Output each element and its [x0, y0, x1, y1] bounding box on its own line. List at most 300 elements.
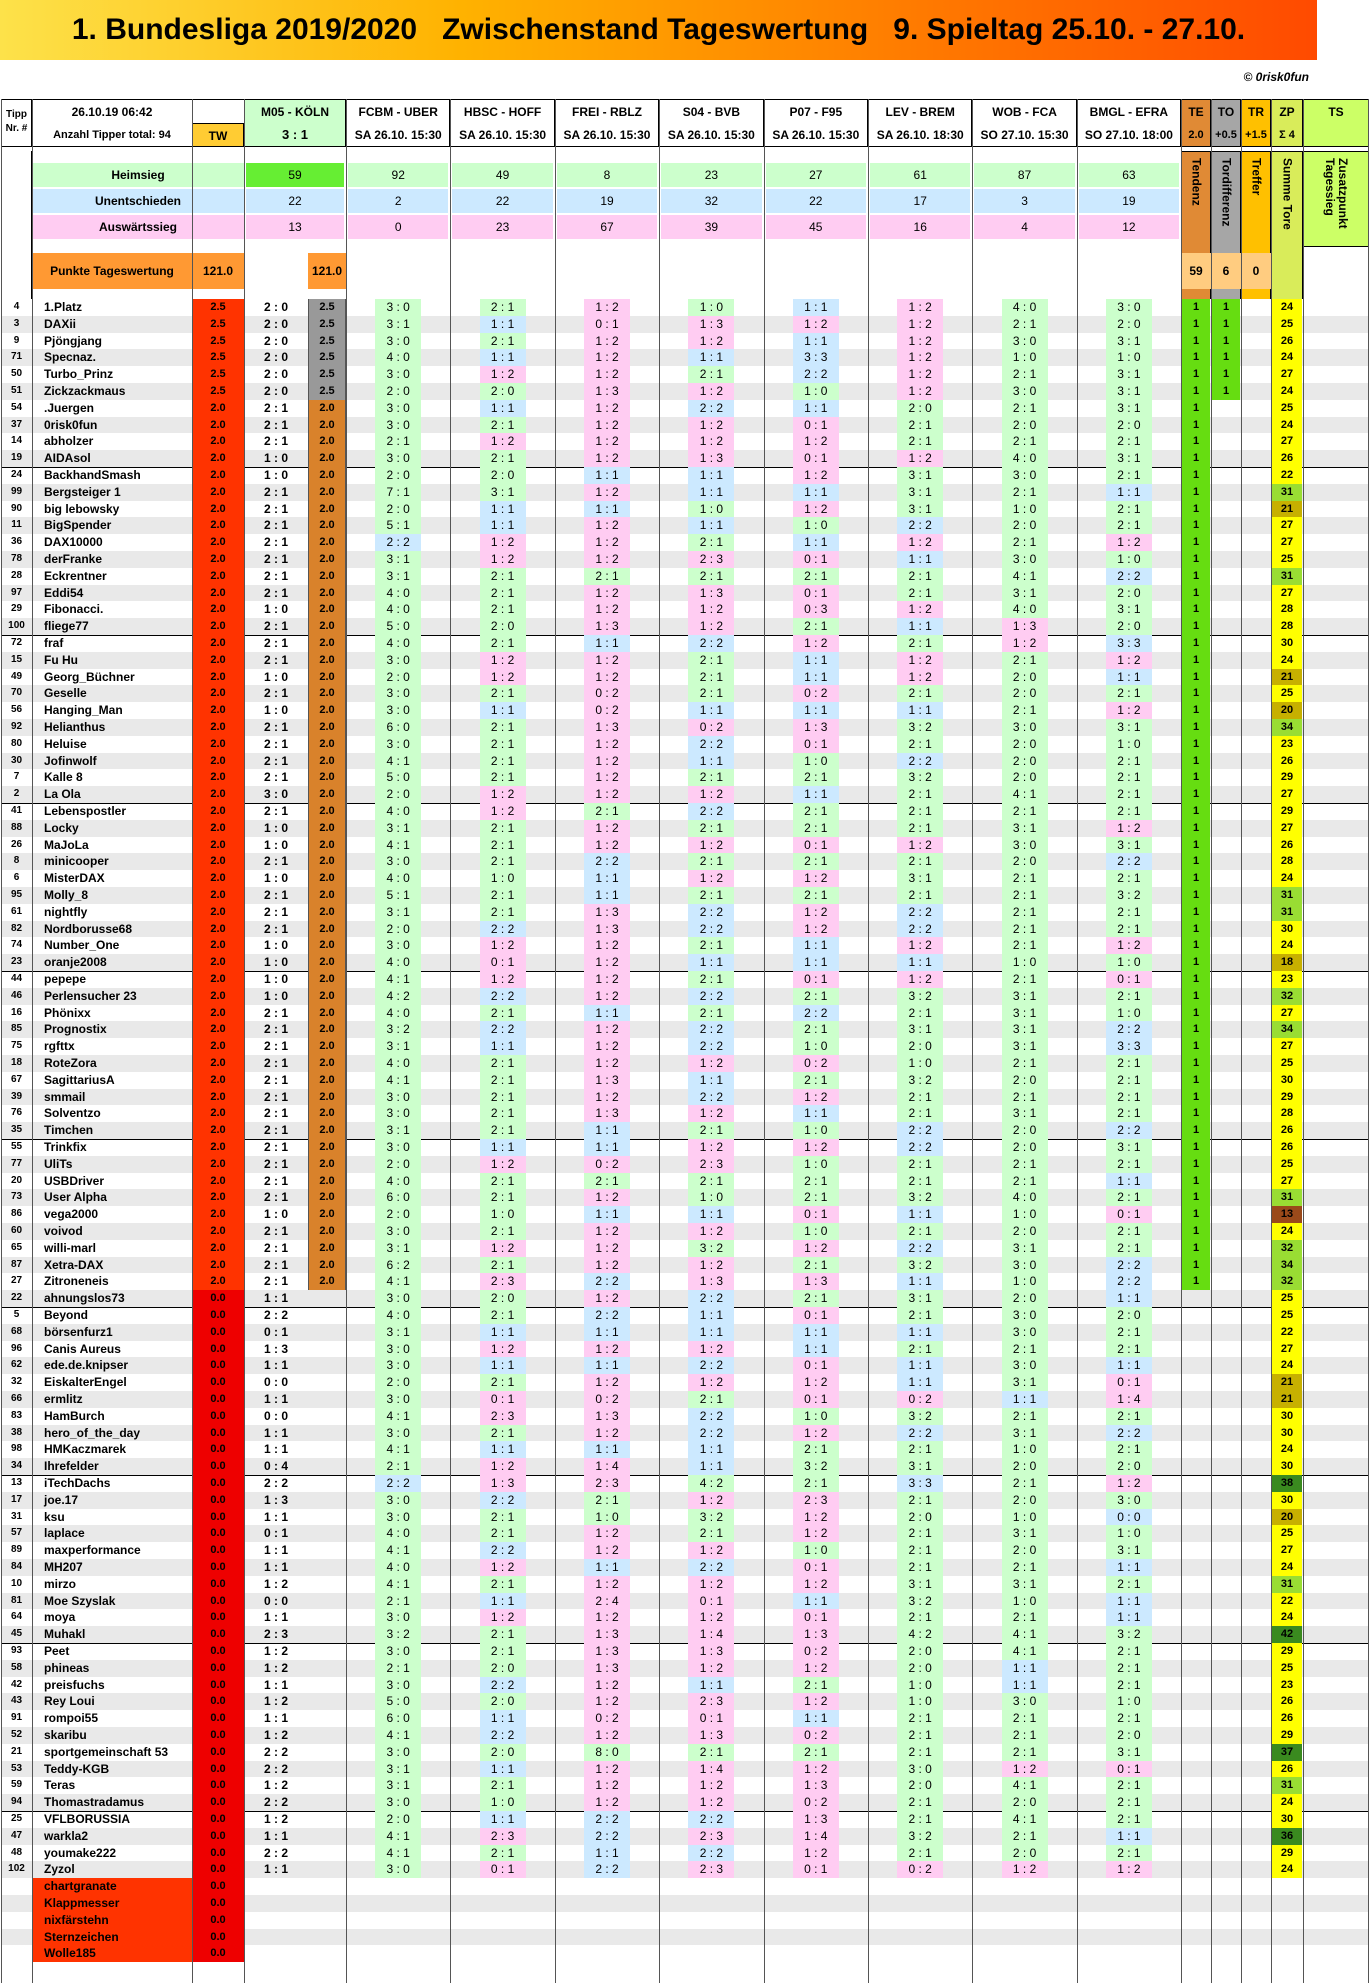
tip-match-9: 2 : 1 [1106, 870, 1152, 887]
match-teams-9: BMGL - EFRA [1077, 99, 1181, 123]
points-match-1: 2.0 [308, 719, 346, 736]
tip-match-1: 2 : 1 [263, 619, 288, 634]
tip-match-5: 1 : 2 [688, 786, 734, 803]
tip-match-2: 4 : 2 [375, 988, 421, 1005]
tip-match-4: 0 : 2 [584, 1156, 630, 1173]
zp-value: 25 [1272, 1156, 1302, 1173]
player-name: Trinkfix [44, 1140, 87, 1154]
tip-match-4: 1 : 1 [584, 501, 630, 518]
tw-value: 2.0 [192, 635, 244, 652]
tip-match-3: 2 : 1 [480, 1173, 526, 1190]
tipp-number: 60 [10, 1225, 23, 1236]
te-value: 1 [1182, 366, 1210, 383]
tipp-number: 46 [10, 989, 23, 1001]
distribution-value: 22 [766, 189, 866, 213]
tip-match-5: 1 : 2 [688, 1223, 734, 1240]
tip-match-7: 3 : 2 [897, 719, 943, 736]
player-name: BigSpender [44, 518, 112, 533]
tip-match-9: 2 : 2 [1106, 1021, 1152, 1038]
tip-match-7: 2 : 0 [897, 1509, 943, 1526]
tip-match-4: 1 : 1 [584, 1324, 630, 1341]
tipp-number: 74 [10, 939, 23, 951]
tip-match-6: 0 : 1 [793, 1861, 839, 1878]
tip-match-8: 3 : 1 [1002, 820, 1048, 837]
points-match-1: 2.0 [308, 1189, 346, 1206]
tip-match-1: 2 : 1 [263, 417, 288, 432]
points-match-1: 2.0 [308, 853, 346, 870]
tip-match-9: 0 : 1 [1106, 1374, 1152, 1391]
distribution-value: 8 [557, 163, 657, 187]
tip-match-8: 3 : 0 [1002, 1307, 1048, 1324]
points-match-1: 2.0 [308, 517, 346, 534]
tip-match-2: 3 : 1 [375, 551, 421, 568]
tip-match-1: 2 : 1 [263, 1240, 288, 1255]
tip-match-4: 1 : 3 [584, 618, 630, 635]
tipp-number: 84 [10, 1561, 23, 1572]
tip-match-5: 1 : 2 [688, 433, 734, 450]
tw-value: 2.0 [192, 568, 244, 585]
tipp-number: 30 [10, 754, 23, 766]
tip-match-6: 1 : 1 [793, 954, 839, 971]
zp-value: 28 [1272, 618, 1302, 635]
tip-match-8: 3 : 0 [1002, 551, 1048, 568]
tip-match-7: 2 : 1 [897, 1089, 943, 1106]
tip-match-5: 2 : 2 [688, 1408, 734, 1425]
zp-value: 30 [1272, 921, 1302, 938]
zp-value: 24 [1272, 1609, 1302, 1626]
zp-value: 26 [1272, 1693, 1302, 1710]
tipp-number: 10 [10, 1577, 23, 1589]
tip-match-9: 3 : 0 [1106, 299, 1152, 316]
tip-match-2: 7 : 1 [375, 484, 421, 501]
tip-match-2: 3 : 0 [375, 1609, 421, 1626]
tip-match-4: 1 : 2 [584, 366, 630, 383]
zp-value: 24 [1272, 299, 1302, 316]
tip-match-1: 1 : 0 [263, 602, 288, 617]
tip-match-7: 3 : 2 [897, 1408, 943, 1425]
points-match-1: 2.0 [308, 1257, 346, 1274]
tip-match-5: 1 : 1 [688, 1677, 734, 1694]
player-name: La Ola [44, 787, 81, 802]
tip-match-4: 1 : 1 [584, 467, 630, 484]
tip-match-8: 2 : 0 [1002, 1122, 1048, 1139]
to-value: 1 [1212, 299, 1240, 316]
tip-match-2: 4 : 0 [375, 349, 421, 366]
points-match-1: 2.0 [308, 988, 346, 1005]
points-match-1: 2.0 [308, 1156, 346, 1173]
tip-match-5: 2 : 1 [688, 971, 734, 988]
distribution-value: 13 [246, 215, 344, 239]
tip-match-1: 2 : 1 [263, 1224, 288, 1238]
zp-value: 28 [1272, 601, 1302, 618]
tw-value: 0.0 [192, 1710, 244, 1727]
tip-match-2: 4 : 1 [375, 1828, 421, 1845]
tip-match-7: 1 : 2 [897, 316, 943, 333]
tip-match-8: 3 : 1 [1002, 1005, 1048, 1022]
tip-match-2: 3 : 0 [375, 853, 421, 870]
tipp-number: 73 [10, 1191, 23, 1203]
tip-match-8: 2 : 1 [1002, 484, 1048, 501]
tip-match-5: 2 : 2 [688, 736, 734, 753]
tip-match-6: 1 : 1 [793, 400, 839, 417]
player-name: Zitroneneis [44, 1274, 109, 1289]
zp-value: 24 [1272, 1223, 1302, 1240]
tip-match-2: 3 : 0 [375, 1744, 421, 1761]
points-match-1: 2.0 [308, 400, 346, 417]
tip-match-6: 1 : 2 [793, 1693, 839, 1710]
match-info-4: SA 26.10. 15:30 [555, 123, 659, 147]
zp-value: 20 [1272, 702, 1302, 719]
tip-match-8: 2 : 1 [1002, 937, 1048, 954]
tipp-number: 93 [10, 1645, 23, 1656]
tw-value: 0.0 [192, 1845, 244, 1862]
grid-line [868, 99, 869, 1983]
tip-match-2: 2 : 0 [375, 1811, 421, 1828]
player-name: rompoi55 [44, 1711, 99, 1726]
tip-match-8: 4 : 1 [1002, 568, 1048, 585]
tip-match-9: 1 : 0 [1106, 736, 1152, 753]
tip-match-9: 1 : 2 [1106, 820, 1152, 837]
tip-match-3: 1 : 1 [480, 400, 526, 417]
tip-match-2: 5 : 1 [375, 887, 421, 904]
te-value: 1 [1182, 921, 1210, 938]
tip-match-1: 2 : 1 [263, 636, 288, 650]
tw-value: 0.0 [192, 1895, 244, 1912]
tip-match-6: 1 : 1 [793, 1593, 839, 1610]
tip-match-3: 2 : 1 [480, 1089, 526, 1106]
match-teams-7: LEV - BREM [868, 99, 972, 123]
distribution-value: 45 [766, 215, 866, 239]
points-match-1: 2.0 [308, 769, 346, 786]
tip-match-6: 2 : 1 [793, 1744, 839, 1761]
tip-match-7: 1 : 1 [897, 618, 943, 635]
tip-match-9: 0 : 0 [1106, 1509, 1152, 1526]
points-match-1: 2.0 [308, 417, 346, 434]
tip-match-5: 2 : 2 [688, 1845, 734, 1862]
tip-match-7: 2 : 1 [897, 433, 943, 450]
tip-match-2: 4 : 1 [375, 837, 421, 854]
tip-match-1: 2 : 1 [263, 1072, 288, 1087]
tip-match-5: 1 : 2 [688, 1609, 734, 1626]
tipp-number: 65 [10, 1241, 23, 1253]
tip-match-2: 3 : 0 [375, 417, 421, 434]
player-name: nixfärstehn [32, 1912, 192, 1929]
distribution-value: 92 [348, 163, 448, 187]
tip-match-2: 4 : 0 [375, 803, 421, 820]
tip-match-3: 1 : 2 [480, 971, 526, 988]
tipp-number: 43 [10, 1695, 23, 1707]
tip-match-2: 3 : 0 [375, 333, 421, 350]
player-name: voivod [44, 1224, 83, 1238]
to-value: 1 [1212, 316, 1240, 333]
tip-match-1: 2 : 1 [263, 770, 288, 785]
tip-match-1: 2 : 1 [263, 1274, 288, 1289]
tip-match-2: 4 : 1 [375, 753, 421, 770]
punkte-te: 59 [1181, 253, 1211, 289]
player-name: willi-marl [44, 1240, 97, 1255]
tip-match-4: 0 : 2 [584, 1391, 630, 1408]
tip-match-3: 1 : 1 [480, 349, 526, 366]
player-name: MisterDAX [44, 871, 105, 886]
tip-match-8: 2 : 1 [1002, 1609, 1048, 1626]
tip-match-2: 3 : 0 [375, 937, 421, 954]
tip-match-6: 2 : 1 [793, 803, 839, 820]
player-name: ahnungslos73 [44, 1291, 125, 1306]
tip-match-8: 2 : 1 [1002, 652, 1048, 669]
tip-match-8: 2 : 1 [1002, 1156, 1048, 1173]
tip-match-5: 1 : 2 [688, 383, 734, 400]
tip-match-2: 6 : 0 [375, 1189, 421, 1206]
tip-match-4: 1 : 2 [584, 1425, 630, 1442]
te-value: 1 [1182, 971, 1210, 988]
tip-match-1: 2 : 1 [263, 1173, 288, 1188]
tip-match-6: 0 : 1 [793, 450, 839, 467]
tipp-number: 50 [10, 368, 23, 380]
zp-value: 30 [1272, 1072, 1302, 1089]
tip-match-5: 2 : 1 [688, 534, 734, 551]
tw-value: 2.0 [192, 467, 244, 484]
tip-match-4: 2 : 1 [584, 1173, 630, 1190]
tw-value: 0.0 [192, 1391, 244, 1408]
points-match-1: 2.0 [308, 1173, 346, 1190]
distribution-value: 2 [348, 189, 448, 213]
tw-value: 2.0 [192, 1089, 244, 1106]
tip-match-1: 2 : 1 [263, 434, 288, 449]
tip-match-9: 1 : 1 [1106, 1593, 1152, 1610]
tipp-number: 18 [10, 1057, 23, 1068]
tip-match-3: 1 : 1 [480, 1139, 526, 1156]
tipp-number: 71 [10, 351, 23, 363]
tip-match-4: 1 : 2 [584, 1693, 630, 1710]
tip-match-9: 2 : 0 [1106, 1727, 1152, 1744]
tip-match-1: 2 : 1 [263, 484, 288, 499]
player-name: Xetra-DAX [44, 1257, 104, 1272]
tip-match-1: 0 : 4 [263, 1459, 288, 1474]
tip-match-9: 1 : 1 [1106, 1609, 1152, 1626]
tip-match-1: 2 : 2 [263, 1476, 288, 1490]
tip-match-6: 1 : 1 [793, 669, 839, 686]
tip-match-5: 1 : 1 [688, 954, 734, 971]
tip-match-9: 2 : 1 [1106, 1156, 1152, 1173]
tip-match-9: 2 : 0 [1106, 1458, 1152, 1475]
tip-match-4: 1 : 3 [584, 383, 630, 400]
tip-match-5: 1 : 0 [688, 299, 734, 316]
tip-match-3: 1 : 2 [480, 1458, 526, 1475]
tip-match-4: 1 : 1 [584, 1122, 630, 1139]
zp-value: 22 [1272, 467, 1302, 484]
zp-value: 28 [1272, 1105, 1302, 1122]
tipp-number: 51 [10, 385, 23, 396]
zp-value: 24 [1272, 937, 1302, 954]
distribution-value: 32 [661, 189, 761, 213]
tip-match-6: 1 : 0 [793, 1156, 839, 1173]
tip-match-1: 1 : 1 [263, 1358, 288, 1373]
tip-match-2: 2 : 1 [375, 1660, 421, 1677]
player-name: RoteZora [44, 1056, 97, 1070]
tip-match-1 [244, 1912, 308, 1929]
tip-match-6: 1 : 2 [793, 1139, 839, 1156]
punkte-tr: 0 [1241, 253, 1271, 289]
tip-match-7: 2 : 1 [897, 786, 943, 803]
tip-match-3: 1 : 0 [480, 870, 526, 887]
distribution-value: 22 [452, 189, 552, 213]
tip-match-1: 2 : 3 [263, 1627, 288, 1642]
player-name: Sternzeichen [32, 1929, 192, 1946]
tip-match-6: 1 : 1 [793, 299, 839, 316]
tip-match-9: 2 : 1 [1106, 1408, 1152, 1425]
tip-match-6: 1 : 3 [793, 1626, 839, 1643]
distribution-value: 63 [1079, 163, 1179, 187]
tw-value: 0.0 [192, 1576, 244, 1593]
distribution-label: Unentschieden [32, 189, 244, 213]
tip-match-2: 2 : 0 [375, 669, 421, 686]
tip-match-9: 2 : 1 [1106, 1643, 1152, 1660]
tw-value: 2.0 [192, 937, 244, 954]
player-name: rgfttx [44, 1039, 75, 1054]
tw-value: 0.0 [192, 1357, 244, 1374]
table-cell [192, 99, 244, 123]
tip-match-3: 2 : 1 [480, 299, 526, 316]
tw-value: 0.0 [192, 1828, 244, 1845]
tr-factor: +1.5 [1241, 123, 1271, 147]
player-name: Georg_Büchner [44, 669, 135, 684]
tip-match-6: 2 : 1 [793, 568, 839, 585]
tip-match-7: 2 : 1 [897, 1609, 943, 1626]
te-value: 1 [1182, 1223, 1210, 1240]
zp-value: 38 [1272, 1475, 1302, 1492]
tip-match-2: 3 : 0 [375, 1425, 421, 1442]
points-match-1: 2.0 [308, 921, 346, 938]
points-match-1: 2.0 [308, 534, 346, 551]
tw-value: 2.0 [192, 954, 244, 971]
te-value: 1 [1182, 1089, 1210, 1106]
tip-match-1: 0 : 0 [263, 1593, 288, 1608]
tip-match-1: 1 : 0 [263, 938, 288, 953]
tip-match-8: 2 : 0 [1002, 769, 1048, 786]
player-name: .Juergen [44, 400, 95, 415]
tip-match-9: 2 : 1 [1106, 1341, 1152, 1358]
tip-match-8: 2 : 0 [1002, 1458, 1048, 1475]
tip-match-1: 0 : 1 [263, 1324, 288, 1339]
tw-value: 2.0 [192, 1021, 244, 1038]
tip-match-4: 1 : 4 [584, 1458, 630, 1475]
tip-match-9: 2 : 1 [1106, 786, 1152, 803]
player-name: fliege77 [44, 619, 89, 634]
tip-match-2: 4 : 1 [375, 1576, 421, 1593]
tipp-number: 62 [10, 1359, 23, 1371]
tip-match-2: 3 : 1 [375, 1324, 421, 1341]
tip-match-3: 2 : 1 [480, 837, 526, 854]
tw-value: 0.0 [192, 1492, 244, 1509]
points-match-1: 2.0 [308, 870, 346, 887]
player-name: Molly_8 [44, 888, 89, 902]
tipp-number [1, 1945, 32, 1962]
tip-match-9: 2 : 1 [1106, 753, 1152, 770]
distribution-value: 19 [1079, 189, 1179, 213]
tip-match-1: 1 : 2 [263, 1728, 288, 1742]
tip-match-5: 1 : 0 [688, 1189, 734, 1206]
player-name: SagittariusA [44, 1072, 115, 1087]
zp-value: 34 [1272, 719, 1302, 736]
tip-match-6: 1 : 2 [793, 1425, 839, 1442]
tip-match-6: 1 : 0 [793, 1223, 839, 1240]
player-name: derFranke [44, 552, 103, 566]
tip-match-7: 2 : 1 [897, 1525, 943, 1542]
points-match-1: 2.0 [308, 484, 346, 501]
tip-match-4: 1 : 2 [584, 1761, 630, 1778]
tip-match-9: 2 : 1 [1106, 1794, 1152, 1811]
tipp-number: 86 [10, 1208, 23, 1220]
tip-match-2: 3 : 0 [375, 1341, 421, 1358]
tip-match-2: 3 : 1 [375, 1240, 421, 1257]
tip-match-9: 2 : 1 [1106, 685, 1152, 702]
tip-match-5: 2 : 3 [688, 551, 734, 568]
tip-match-8: 2 : 1 [1002, 1710, 1048, 1727]
tip-match-3: 1 : 1 [480, 1761, 526, 1778]
tipp-number: 70 [10, 687, 23, 699]
tip-match-3: 2 : 1 [480, 417, 526, 434]
tip-match-5: 1 : 2 [688, 1794, 734, 1811]
tw-value: 2.0 [192, 652, 244, 669]
tip-match-6: 2 : 1 [793, 618, 839, 635]
zp-value: 42 [1272, 1626, 1302, 1643]
tip-match-4: 1 : 2 [584, 669, 630, 686]
tip-match-2: 4 : 0 [375, 1559, 421, 1576]
tip-match-7: 1 : 2 [897, 837, 943, 854]
tip-match-5: 1 : 2 [688, 837, 734, 854]
tw-value: 0.0 [192, 1475, 244, 1492]
tip-match-5: 2 : 1 [688, 1391, 734, 1408]
tip-match-9: 3 : 3 [1106, 1038, 1152, 1055]
tip-match-8: 2 : 1 [1002, 870, 1048, 887]
grid-line [32, 99, 33, 1983]
points-match-1: 2.0 [308, 837, 346, 854]
tip-match-9: 1 : 0 [1106, 349, 1152, 366]
zp-value: 27 [1272, 1173, 1302, 1190]
tw-value: 2.0 [192, 702, 244, 719]
tipp-number: 6 [13, 872, 20, 884]
player-name: Jofinwolf [44, 753, 97, 768]
tip-match-3: 2 : 1 [480, 450, 526, 467]
player-name: HMKaczmarek [44, 1442, 127, 1457]
tip-match-5: 1 : 1 [688, 1458, 734, 1475]
zp-value: 28 [1272, 853, 1302, 870]
tip-match-6: 1 : 2 [793, 501, 839, 518]
distribution-label: Auswärtssieg [32, 215, 244, 239]
tw-value: 0.0 [192, 1425, 244, 1442]
match-teams-8: WOB - FCA [972, 99, 1076, 123]
tip-match-3: 0 : 1 [480, 1391, 526, 1408]
tip-match-5: 2 : 1 [688, 1744, 734, 1761]
tip-match-3: 0 : 1 [480, 954, 526, 971]
tip-match-5: 1 : 3 [688, 1643, 734, 1660]
player-name: youmake222 [44, 1845, 117, 1860]
tip-match-5: 1 : 1 [688, 467, 734, 484]
tipp-number: 89 [10, 1544, 23, 1556]
tipp-number: 13 [10, 1477, 23, 1488]
player-name: Teras [44, 1778, 76, 1793]
tip-match-7: 2 : 1 [897, 417, 943, 434]
tipp-number: 85 [10, 1023, 23, 1035]
tip-match-3: 1 : 2 [480, 551, 526, 568]
tw-value: 2.0 [192, 1139, 244, 1156]
tip-match-3: 2 : 0 [480, 1744, 526, 1761]
tip-match-5: 2 : 2 [688, 1290, 734, 1307]
tw-value: 2.5 [192, 366, 244, 383]
points-match-1: 2.0 [308, 433, 346, 450]
points-match-1: 2.5 [308, 349, 346, 366]
distribution-value: 39 [661, 215, 761, 239]
